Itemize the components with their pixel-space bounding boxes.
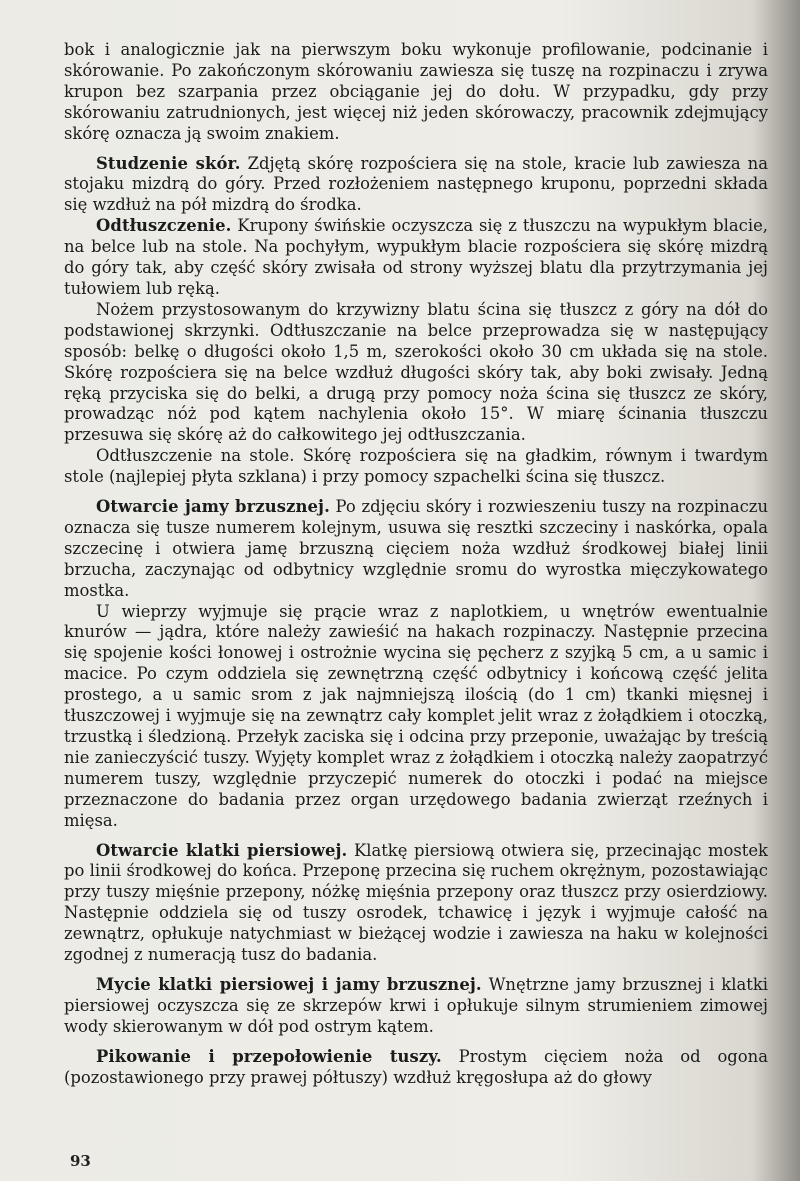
paragraph-4: Nożem przystosowanym do krzywizny blatu ścina się tłuszcz z góry na dół do podstawionej skrzynki. Odtłuszczanie na belce przeprowadza się w następujący sposób: belkę o długości około 1,5 m, szerokości około 30 cm układa się na stole. Skórę rozpościera się na belce wzdłuż długości skóry tak, aby boki zwisały. Jedną ręką przyciska się do belki, a drugą przy pomocy noża ścina się tłuszcz ze skóry, prowadząc nóż pod kątem nachylenia około 15°. W miarę ścinania tłuszczu przesuwa się skórę aż do całkowitego jej odtłuszczania. <box>64 299 768 445</box>
section-heading: Otwarcie jamy brzusznej. <box>96 497 330 517</box>
paragraph-7: U wieprzy wyjmuje się prącie wraz z naplotkiem, u wnętrów ewentualnie knurów — jądra, które należy zawieśić na hakach rozpinaczy. Następnie przecina się spojenie kości łonowej i ostrożnie wycina się pęcherz z szyjką 5 cm, a u samic i macice. Po czym oddziela się zewnętrzną część odbytnicy i końcową część jelita prostego, a u samic srom z jak najmniejszą ilością (do 1 cm) tkanki mięsnej i tłuszczowej i wyjmuje się na zewnątrz cały komplet jelit wraz z żołądkiem i otoczką, trzustką i śledzioną. Przełyk zaciska się i odcina przy przeponie, uważając by treścią nie zanieczyścić tuszy. Wyjęty komplet wraz z żołądkiem i otoczką należy zaopatrzyć numerem tuszy, względnie przyczepić numerek do otoczki i podać na miejsce przeznaczone do badania przez organ urzędowego badania zwierząt rzeźnych i mięsa. <box>64 601 768 830</box>
paragraph-6: Otwarcie jamy brzusznej. Po zdjęciu skóry i rozwieszeniu tuszy na rozpinaczu oznacza się tusze numerem kolejnym, usuwa się resztki szczeciny i naskórka, opala szczecinę i otwiera jamę brzuszną cięciem noża wzdłuż środkowej białej linii brzucha, zaczynając od odbytnicy względnie sromu do wyrostka mięczykowatego mostka. <box>64 497 768 600</box>
paragraph-8: Otwarcie klatki piersiowej. Klatkę piersiową otwiera się, przecinając mostek po linii środkowej do końca. Przeponę przecina się ruchem okrężnym, pozostawiając przy tuszy mięśnie przepony, nóżkę mięśnia przepony oraz tłuszcz przy osierdziowy. Następnie oddziela się od tuszy osrodek, tchawicę i język i wyjmuje całość na zewnątrz, opłukuje natychmiast w bieżącej wodzie i zawiesza na haku w kolejności zgodnej z numeracją tusz do badania. <box>64 840 768 965</box>
section-heading: Mycie klatki piersiowej i jamy brzusznej. <box>96 974 482 994</box>
paragraph-3: Odtłuszczenie. Krupony świńskie oczyszcza się z tłuszczu na wypukłym blacie, na belce lub na stole. Na pochyłym, wypukłym blacie rozpościera się skórę mizdrą do góry tak, aby część skóry zwisała od strony wyższej blatu dla przytrzymania jej tułowiem lub ręką. <box>64 216 768 298</box>
body-text <box>64 40 768 1089</box>
paragraph-1: bok i analogicznie jak na pierwszym boku wykonuje profilowanie, podcinanie i skórowanie. Po zakończonym skórowaniu zawiesza się tuszę na rozpinaczu i zrywa krupon bez szarpania przez obciąganie jej do dołu. W przypadku, gdy przy skórowaniu zatrudnionych, jest więcej niż jeden skórowaczy, pracownik zdejmujący skórę oznacza ją swoim znakiem. <box>64 40 768 143</box>
page-number: 93 <box>70 1152 91 1170</box>
paragraph-5: Odtłuszczenie na stole. Skórę rozpościera się na gładkim, równym i twardym stole (najlepiej płyta szklana) i przy pomocy szpachelki ścina się tłuszcz. <box>64 446 768 487</box>
paragraph-9: Mycie klatki piersiowej i jamy brzusznej. Wnętrzne jamy brzusznej i klatki piersiowej oczyszcza się ze skrzepów krwi i opłukuje silnym strumieniem zimowej wody skierowanym w dół pod ostrym kątem. <box>64 974 768 1036</box>
paragraph-10: Pikowanie i przepołowienie tuszy. Prostym cięciem noża od ogona (pozostawionego przy prawej półtuszy) wzdłuż kręgosłupa aż do głowy <box>64 1046 768 1087</box>
section-heading: Studzenie skór. <box>96 153 241 173</box>
section-heading: Otwarcie klatki piersiowej. <box>96 840 348 860</box>
paragraph-2: Studzenie skór. Zdjętą skórę rozpościera się na stole, kracie lub zawiesza na stojaku mizdrą do góry. Przed rozłożeniem następnego kruponu, poprzedni składa się wzdłuż na pół mizdrą do środka. <box>64 153 768 215</box>
section-heading: Odtłuszczenie. <box>96 216 232 236</box>
section-heading: Pikowanie i przepołowienie tuszy. <box>96 1046 442 1066</box>
